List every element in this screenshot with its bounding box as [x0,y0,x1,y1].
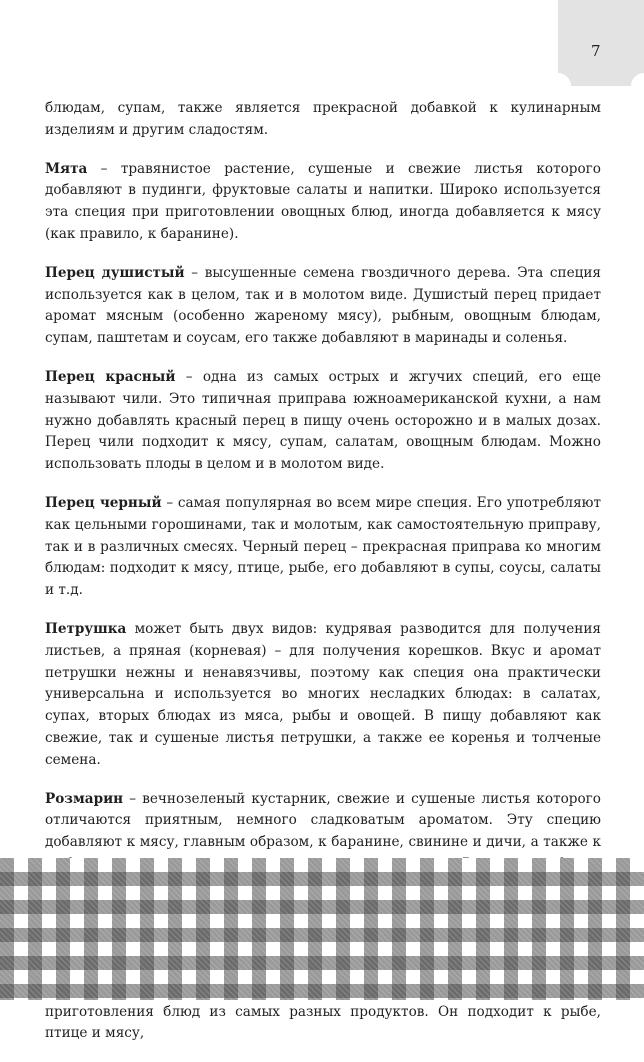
tab-notch [545,73,571,99]
page-corner-tab [558,0,644,86]
paragraph [45,159,601,246]
paragraph-text: приготовления блюд из самых разных продуктов. Он подходит к рыбе, птице и мясу, [45,1003,601,1042]
tab-notch [631,73,644,99]
term: Перец черный [45,494,162,511]
page-number: 7 [591,42,601,60]
paragraph-text: – самая популярная во всем мире специя. Его употребляют как цельными горошинами, так и молотым, как самостоятельную приправу, так и в различных смесях. Черный перец – прекрасная приправа ко многим блюдам: подходит к мясу, птице, рыбе, его добавляют в супы, соусы, салаты и т.д. [45,494,602,599]
paragraph [45,367,601,476]
term: Перец красный [45,368,176,385]
paragraph [45,493,601,602]
term: Розмарин [45,790,124,807]
term: Мята [45,160,88,177]
paragraph [45,98,601,142]
paragraph-text: – травянистое растение, сушеные и свежие листья которого добавляют в пудинги, фруктовые салаты и напитки. Широко используется эта специя при приготовлении овощных блюд, иногда добавляется к мясу (как правило, к баранине). [45,160,601,242]
paragraph-text: блюдам, супам, также является прекрасной добавкой к кулинарным изделиям и другим сладостям. [45,100,601,138]
paragraph-text: – одна из самых острых и жгучих специй, его еще называют чили. Это типичная приправа южноамериканской кухни, а нам нужно добавлять красный перец в пищу очень осторожно и в малых дозах. Перец чили подходит к мясу, супам, салатам, овощным блюдам. Можно использовать плоды в целом и в молотом виде. [45,368,601,473]
paragraph [45,263,601,350]
paragraph-text: – вечнозеленый кустарник, свежие и сушеные листья которого отличаются приятным, немного сладковатым ароматом. Эту специю добавляют к мясу, главным образом, к баранине, свинине и дичи, а также к [45,790,601,851]
paragraph-text: может быть двух видов: кудрявая разводится для получения листьев, а пряная (корневая) – для получения корешков. Вкус и аромат петрушки нежны и ненавязчивы, поэтому как специя она практически универсальна и используется во многих несладких блюдах: в салатах, супах, вторых блюдах из мяса, рыбы и овощей. В пищу добавляют как свежие, так и сушеные листья петрушки, а также ее коренья и толченые семена. [45,620,601,768]
gingham-pattern-footer [0,858,644,1000]
paragraph [45,619,601,772]
term: Перец душистый [45,264,185,281]
paragraph-text: – высушенные семена гвоздичного дерева. Эта специя используется как в целом, так и в молотом виде. Душистый перец придает аромат мясным (особенно жареному мясу), рыбным, овощным блюдам, супам, паштетам и соусам, его также добавляют в маринады и соленья. [45,264,601,347]
term: Петрушка [45,620,127,637]
